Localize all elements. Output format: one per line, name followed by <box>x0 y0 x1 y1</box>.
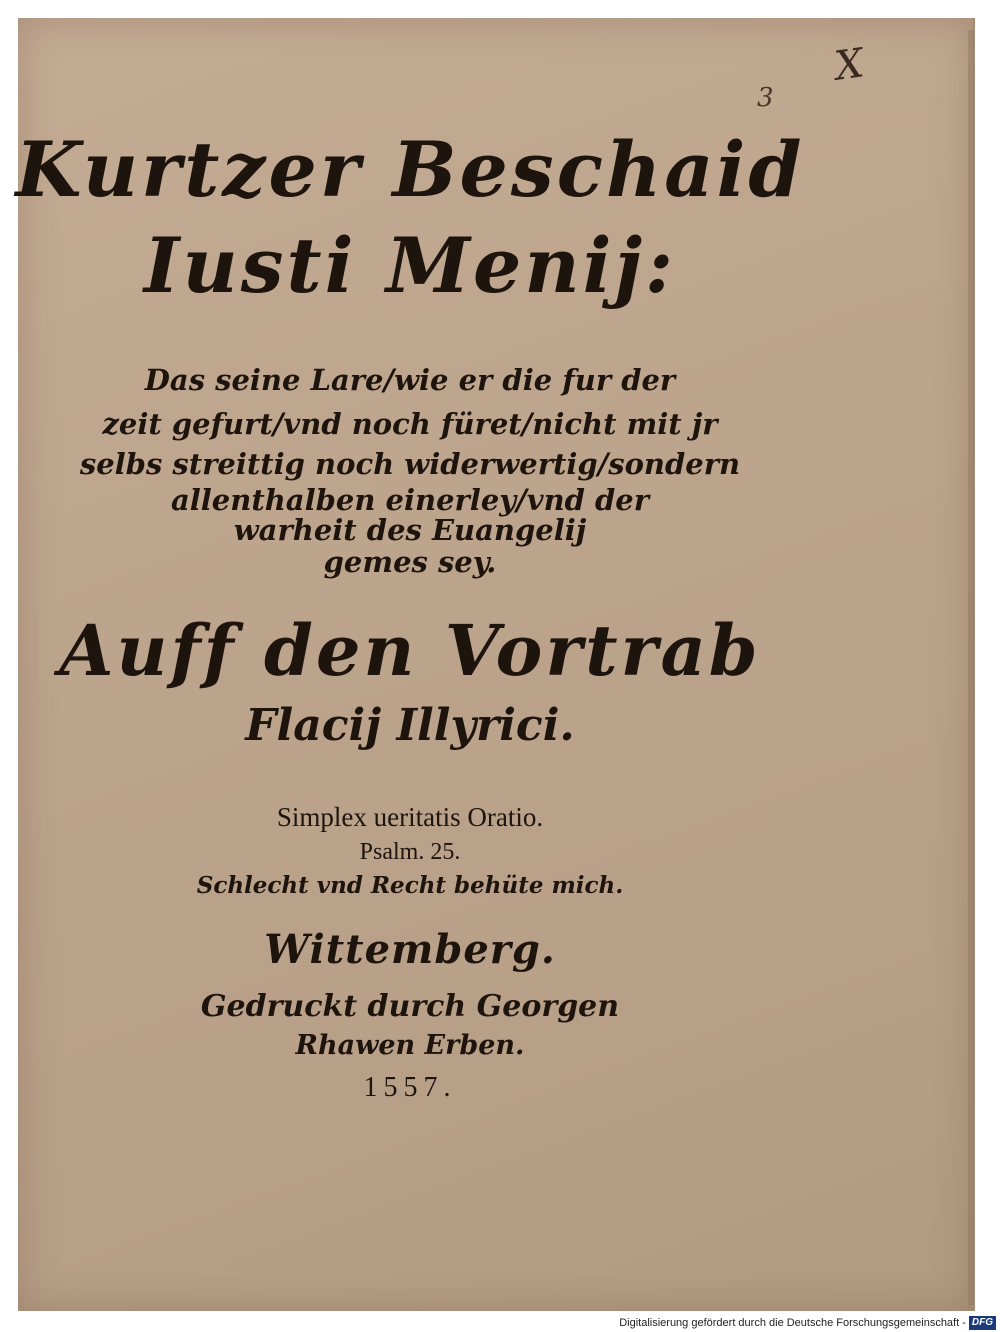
imprint-printer-line-1: Gedruckt durch Georgen <box>200 989 620 1024</box>
motto-psalm: Psalm. 25. <box>359 839 461 865</box>
description-line-5: warheit des Euangelij <box>233 513 587 547</box>
marginal-mark-3: 3 <box>757 83 774 113</box>
description-line-1: Das seine Lare/wie er die fur der <box>144 363 676 397</box>
subtitle-line-2: Flacij Illyrici. <box>245 700 575 751</box>
motto-latin: Simplex ueritatis Oratio. <box>276 802 544 832</box>
funding-text: Digitalisierung gefördert durch die Deutsche Forschungsgemeinschaft - <box>619 1316 966 1329</box>
subtitle-line-1: Auff den Vortrab <box>59 609 761 692</box>
funding-footer <box>610 1313 1000 1332</box>
imprint-printer-line-2: Rhawen Erben. <box>295 1030 525 1061</box>
description-line-6: gemes sey. <box>323 545 497 579</box>
page-edge <box>968 30 974 1305</box>
title-line-2: Iusti Menij: <box>143 221 677 310</box>
description-line-4: allenthalben einerley/vnd der <box>170 483 650 517</box>
imprint-city: Wittemberg. <box>264 926 556 973</box>
marginal-mark-x: X <box>831 40 867 90</box>
motto-german: Schlecht vnd Recht behüte mich. <box>196 872 624 899</box>
description-line-3: selbs streittig noch widerwertig/sondern <box>79 447 741 481</box>
imprint-year: 1557. <box>363 1072 457 1103</box>
title-line-1: Kurtzer Beschaid <box>15 125 805 214</box>
description-line-2: zeit gefurt/vnd noch füret/nicht mit jr <box>102 407 718 441</box>
dfg-logo: DFG <box>969 1316 996 1330</box>
